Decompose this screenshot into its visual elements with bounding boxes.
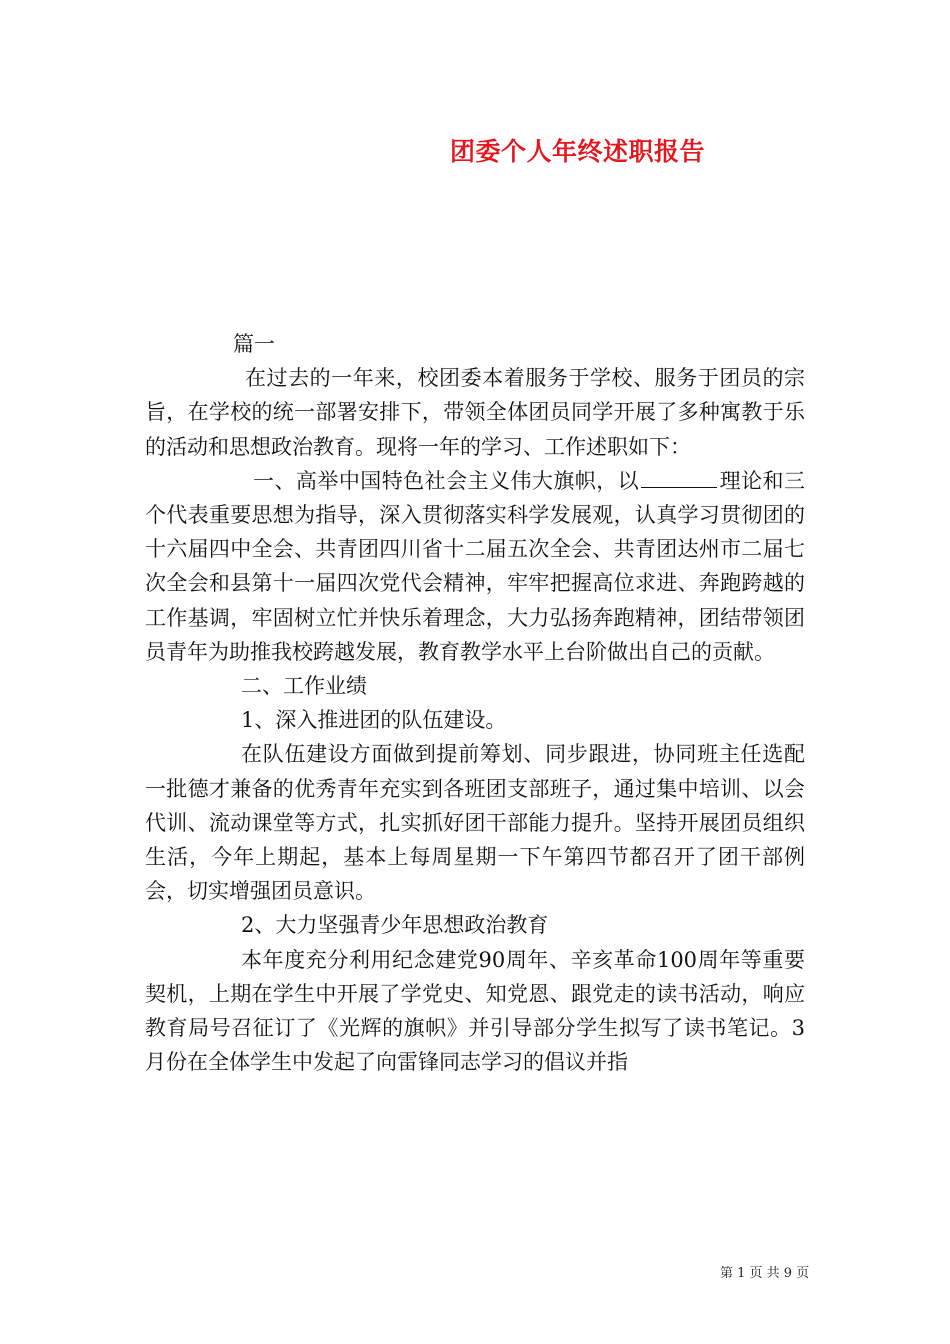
paragraph-text-after-blank: 理论和三个代表重要思想为指导，深入贯彻落实科学发展观，认真学习贯彻团的十六届四中全会、共青团四川省十二届五次全会、共青团达州市二届七次全会和县第十一届四次党代会精神，牢牢把握高位求进、奔跑跨越的工作基调，牢固树立忙并快乐着理念，大力弘扬奔跑精神，团结带领团员青年为助推我校跨越发展，教育教学水平上台阶做出自己的贡献。 [145, 468, 806, 664]
paragraph-guiding-principle [145, 464, 805, 669]
paragraph-team-building: 在队伍建设方面做到提前筹划、同步跟进，协同班主任选配一批德才兼备的优秀青年充实到各班团支部班子，通过集中培训、以会代训、流动课堂等方式，扎实抓好团干部能力提升。坚持开展团员组织生活，今年上期起，基本上每周星期一下午第四节都召开了团干部例会，切实增强团员意识。 [145, 742, 805, 904]
document-title: 团委个人年终述职报告 [450, 137, 706, 166]
paragraph-intro: 在过去的一年来，校团委本着服务于学校、服务于团员的宗旨，在学校的统一部署安排下，带领全体团员同学开展了多种寓教于乐的活动和思想政治教育。现将一年的学习、工作述职如下： [145, 366, 805, 459]
paragraph-political-education: 本年度充分利用纪念建党90周年、辛亥革命100周年等重要契机，上期在学生中开展了学党史、知党恩、跟党走的读书活动，响应教育局号召征订了《光辉的旗帜》并引导部分学生拟写了读书笔记。3月份在全体学生中发起了向雷锋同志学习的倡议并指 [145, 947, 805, 1075]
page-number-footer: 第 1 页 共 9 页 [720, 1266, 810, 1281]
paragraph-text-before-blank: 一、高举中国特色社会主义伟大旗帜，以 [253, 468, 640, 493]
subheading-team-building: 1、深入推进团的队伍建设。 [241, 708, 507, 733]
document-body [145, 327, 805, 1079]
heading-work-achievements: 二、工作业绩 [241, 674, 367, 699]
section-label: 篇一 [233, 332, 275, 356]
subheading-political-education: 2、大力坚强青少年思想政治教育 [241, 913, 549, 938]
fill-in-blank [641, 467, 717, 488]
